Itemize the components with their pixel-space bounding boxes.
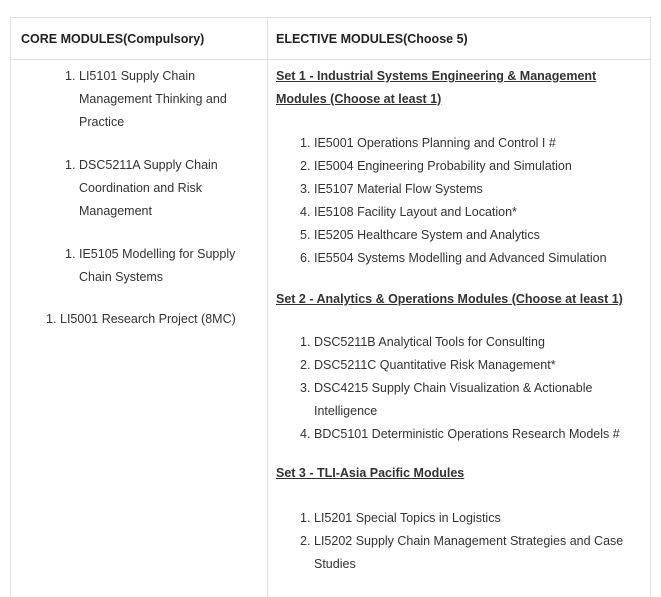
elective-module-number: 3. xyxy=(300,381,311,395)
column-divider xyxy=(267,18,268,597)
core-module-text: IE5105 Modelling for Supply xyxy=(79,247,236,261)
core-module-text: Management xyxy=(79,204,152,218)
core-module-text: Coordination and Risk xyxy=(79,181,202,195)
elective-module-number: 4. xyxy=(300,205,311,219)
elective-module-number: 4. xyxy=(300,427,311,441)
core-module-text: LI5101 Supply Chain xyxy=(79,69,196,83)
core-module-text: Management Thinking and xyxy=(79,92,227,106)
table-header-row xyxy=(11,18,650,60)
elective-module-text: IE5504 Systems Modelling and Advanced Simulation xyxy=(314,251,607,265)
elective-module-number: 5. xyxy=(300,228,311,242)
core-module-text: DSC5211A Supply Chain xyxy=(79,158,218,172)
elective-module-text: DSC5211B Analytical Tools for Consulting xyxy=(314,335,545,349)
core-module-number: 1. xyxy=(46,312,57,326)
elective-module-text: IE5001 Operations Planning and Control I # xyxy=(314,136,556,150)
elective-modules-header: ELECTIVE MODULES(Choose 5) xyxy=(276,32,468,46)
elective-module-number: 1. xyxy=(300,335,311,349)
elective-module-text: IE5205 Healthcare System and Analytics xyxy=(314,228,540,242)
elective-module-text: LI5202 Supply Chain Management Strategies and Case xyxy=(314,534,624,548)
elective-module-number: 1. xyxy=(300,136,311,150)
elective-module-number: 3. xyxy=(300,182,311,196)
elective-module-number: 2. xyxy=(300,534,311,548)
core-modules-header: CORE MODULES(Compulsory) xyxy=(21,32,205,46)
core-module-text: Practice xyxy=(79,115,125,129)
core-module-text: LI5001 Research Project (8MC) xyxy=(60,312,236,326)
elective-module-text: Intelligence xyxy=(314,404,378,418)
elective-set-title: Set 1 - Industrial Systems Engineering & Management xyxy=(276,69,597,83)
elective-module-number: 1. xyxy=(300,511,311,525)
elective-module-text: IE5107 Material Flow Systems xyxy=(314,182,483,196)
elective-module-number: 2. xyxy=(300,159,311,173)
elective-module-text: IE5108 Facility Layout and Location* xyxy=(314,205,517,219)
elective-module-text: IE5004 Engineering Probability and Simulation xyxy=(314,159,572,173)
modules-table xyxy=(10,17,651,597)
elective-module-number: 2. xyxy=(300,358,311,372)
core-module-number: 1. xyxy=(65,247,76,261)
elective-module-text: BDC5101 Deterministic Operations Research Models # xyxy=(314,427,620,441)
elective-set-title: Set 2 - Analytics & Operations Modules (Choose at least 1) xyxy=(276,292,623,306)
elective-module-text: Studies xyxy=(314,557,356,571)
elective-module-number: 6. xyxy=(300,251,311,265)
core-module-number: 1. xyxy=(65,69,76,83)
core-module-number: 1. xyxy=(65,158,76,172)
elective-set-title: Set 3 - TLI-Asia Pacific Modules xyxy=(276,466,465,480)
core-module-text: Chain Systems xyxy=(79,270,164,284)
elective-set-title: Modules (Choose at least 1) xyxy=(276,92,442,106)
elective-module-text: DSC4215 Supply Chain Visualization & Actionable xyxy=(314,381,593,395)
elective-module-text: DSC5211C Quantitative Risk Management* xyxy=(314,358,556,372)
elective-module-text: LI5201 Special Topics in Logistics xyxy=(314,511,501,525)
